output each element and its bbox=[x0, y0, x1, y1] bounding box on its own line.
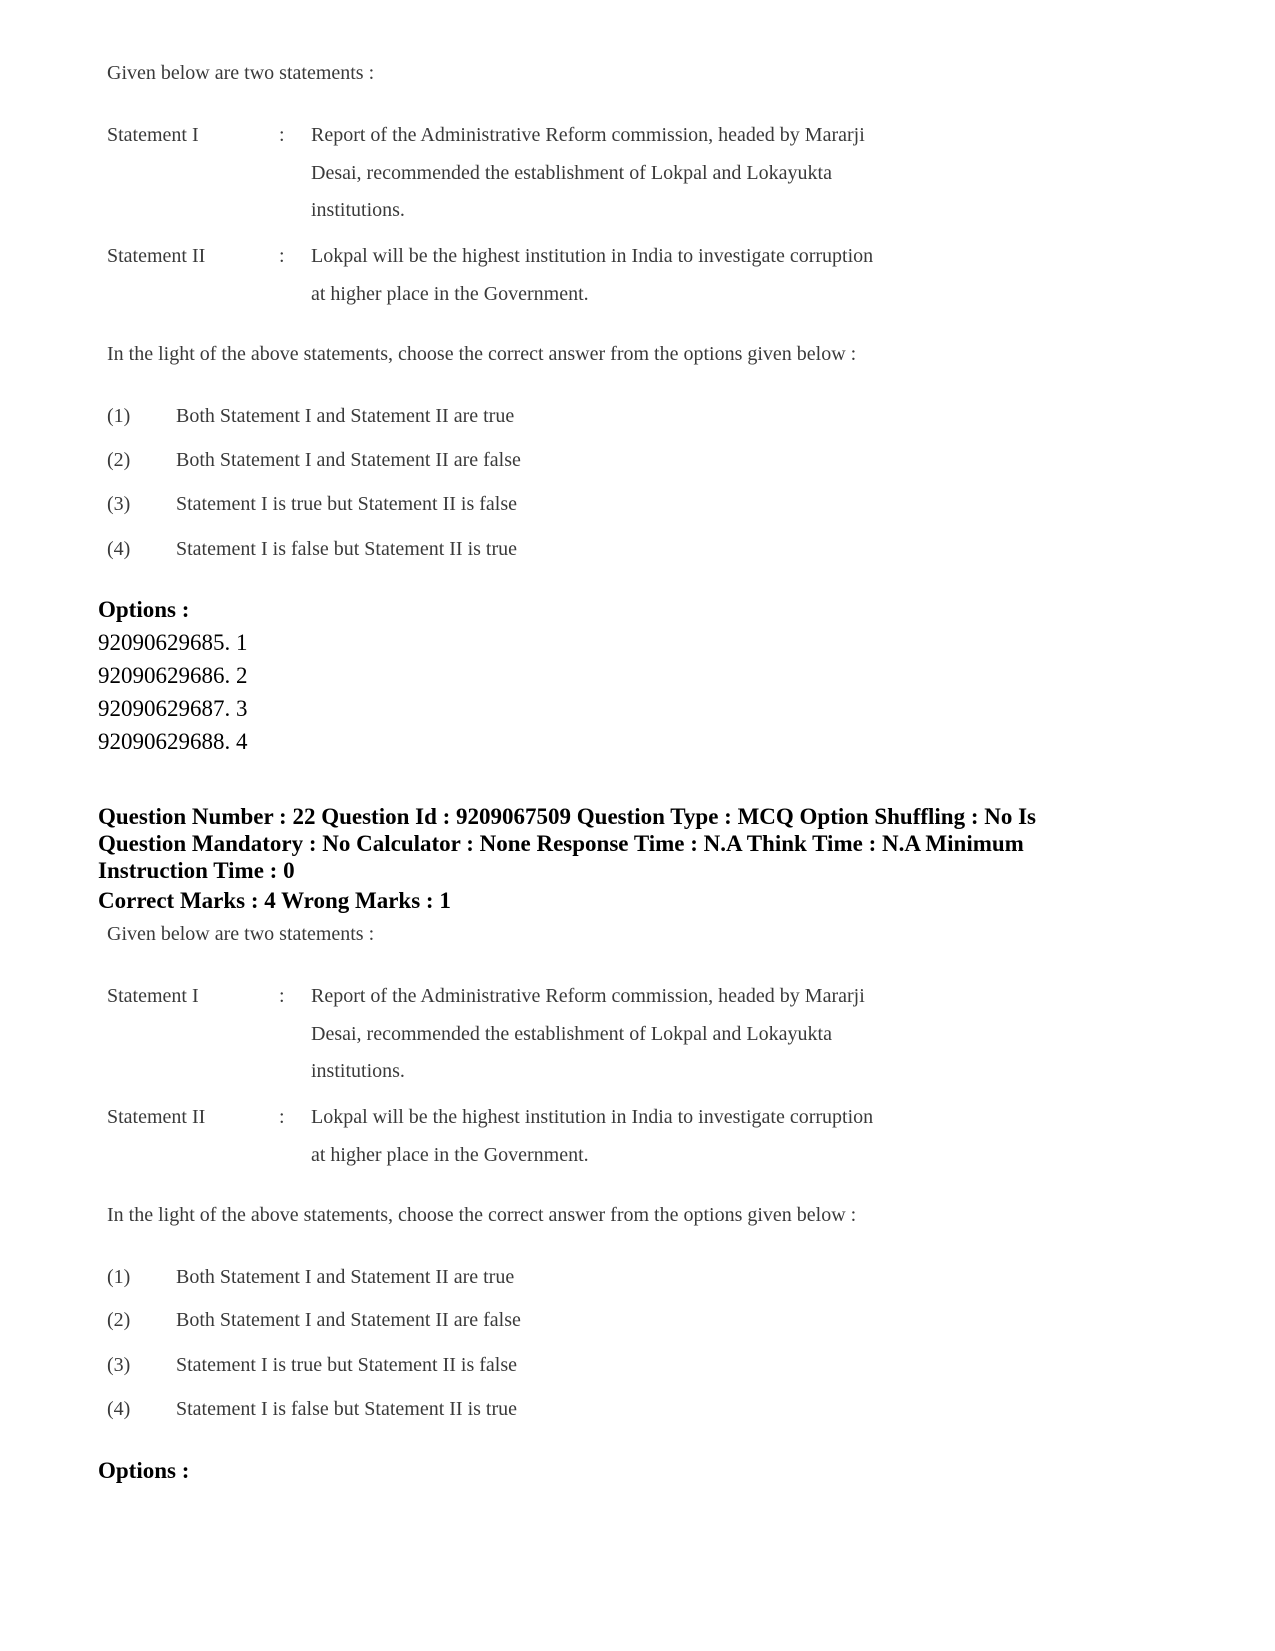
q2-choice-2-text: Both Statement I and Statement II are false bbox=[176, 1309, 521, 1331]
q2-meta bbox=[98, 803, 1198, 884]
q2-statement-1-line-2: Desai, recommended the establishment of Lokpal and Lokayukta bbox=[311, 1022, 832, 1045]
q1-instruction: In the light of the above statements, choose the correct answer from the options given below : bbox=[107, 343, 857, 365]
q1-option-id-3: 92090629687. 3 bbox=[98, 696, 248, 721]
q1-choice-2-number: (2) bbox=[107, 449, 131, 471]
q2-statement-2-text bbox=[311, 1099, 1031, 1174]
q1-statement-2-label: Statement II bbox=[107, 245, 206, 267]
q2-marks: Correct Marks : 4 Wrong Marks : 1 bbox=[98, 888, 451, 913]
q1-statement-1-line-2: Desai, recommended the establishment of Lokpal and Lokayukta bbox=[311, 161, 832, 184]
q1-statement-2-line-1: Lokpal will be the highest institution in India to investigate corruption bbox=[311, 245, 874, 267]
q2-statement-1-label: Statement I bbox=[107, 985, 199, 1007]
q2-choice-3-text: Statement I is true but Statement II is false bbox=[176, 1354, 518, 1376]
q2-choice-1-number: (1) bbox=[107, 1266, 131, 1288]
q1-statement-1-colon: : bbox=[279, 124, 285, 146]
q1-choice-1-number: (1) bbox=[107, 405, 131, 427]
q1-choice-3-number: (3) bbox=[107, 493, 131, 515]
q1-option-id-2: 92090629686. 2 bbox=[98, 663, 248, 688]
q1-statement-2-text bbox=[311, 238, 1031, 313]
q1-statement-1-text bbox=[311, 117, 1031, 230]
q2-choice-3-number: (3) bbox=[107, 1354, 131, 1376]
q1-statement-1-line-1: Report of the Administrative Reform commission, headed by Mararji bbox=[311, 124, 865, 146]
q2-instruction: In the light of the above statements, choose the correct answer from the options given below : bbox=[107, 1204, 857, 1226]
question-2-intro: Given below are two statements : bbox=[107, 923, 375, 945]
q2-choice-2-number: (2) bbox=[107, 1309, 131, 1331]
q1-choice-3-text: Statement I is true but Statement II is false bbox=[176, 493, 518, 515]
q2-statement-1-line-3: institutions. bbox=[311, 1060, 405, 1082]
q2-statement-2-line-1: Lokpal will be the highest institution in India to investigate corruption bbox=[311, 1106, 874, 1128]
q1-statement-1-line-3: institutions. bbox=[311, 199, 405, 221]
q2-statement-2-label: Statement II bbox=[107, 1106, 206, 1128]
q2-statement-2-line-2: at higher place in the Government. bbox=[311, 1143, 589, 1166]
q2-meta-line-2: Question Mandatory : No Calculator : None Response Time : N.A Think Time : N.A Minimum bbox=[98, 831, 1024, 856]
q2-options-heading: Options : bbox=[98, 1458, 190, 1483]
q2-meta-line-3: Instruction Time : 0 bbox=[98, 858, 295, 883]
q1-statement-2-colon: : bbox=[279, 245, 285, 267]
q2-statement-1-text bbox=[311, 978, 1031, 1091]
q1-statement-2-line-2: at higher place in the Government. bbox=[311, 282, 589, 305]
q2-choice-4-number: (4) bbox=[107, 1398, 131, 1420]
q1-option-id-4: 92090629688. 4 bbox=[98, 729, 248, 754]
q1-option-id-1: 92090629685. 1 bbox=[98, 630, 248, 655]
q2-choice-1-text: Both Statement I and Statement II are true bbox=[176, 1266, 515, 1288]
q2-choice-4-text: Statement I is false but Statement II is true bbox=[176, 1398, 518, 1420]
q1-choice-2-text: Both Statement I and Statement II are false bbox=[176, 449, 521, 471]
q1-choice-4-text: Statement I is false but Statement II is true bbox=[176, 538, 518, 560]
q1-statement-1-label: Statement I bbox=[107, 124, 199, 146]
q2-statement-1-colon: : bbox=[279, 985, 285, 1007]
question-1-intro: Given below are two statements : bbox=[107, 62, 375, 84]
q2-statement-1-line-1: Report of the Administrative Reform commission, headed by Mararji bbox=[311, 985, 865, 1007]
q1-options-heading: Options : bbox=[98, 597, 190, 622]
q2-statement-2-colon: : bbox=[279, 1106, 285, 1128]
q1-choice-4-number: (4) bbox=[107, 538, 131, 560]
q1-choice-1-text: Both Statement I and Statement II are true bbox=[176, 405, 515, 427]
q2-meta-line-1: Question Number : 22 Question Id : 9209067509 Question Type : MCQ Option Shuffling : No Is bbox=[98, 804, 1037, 829]
